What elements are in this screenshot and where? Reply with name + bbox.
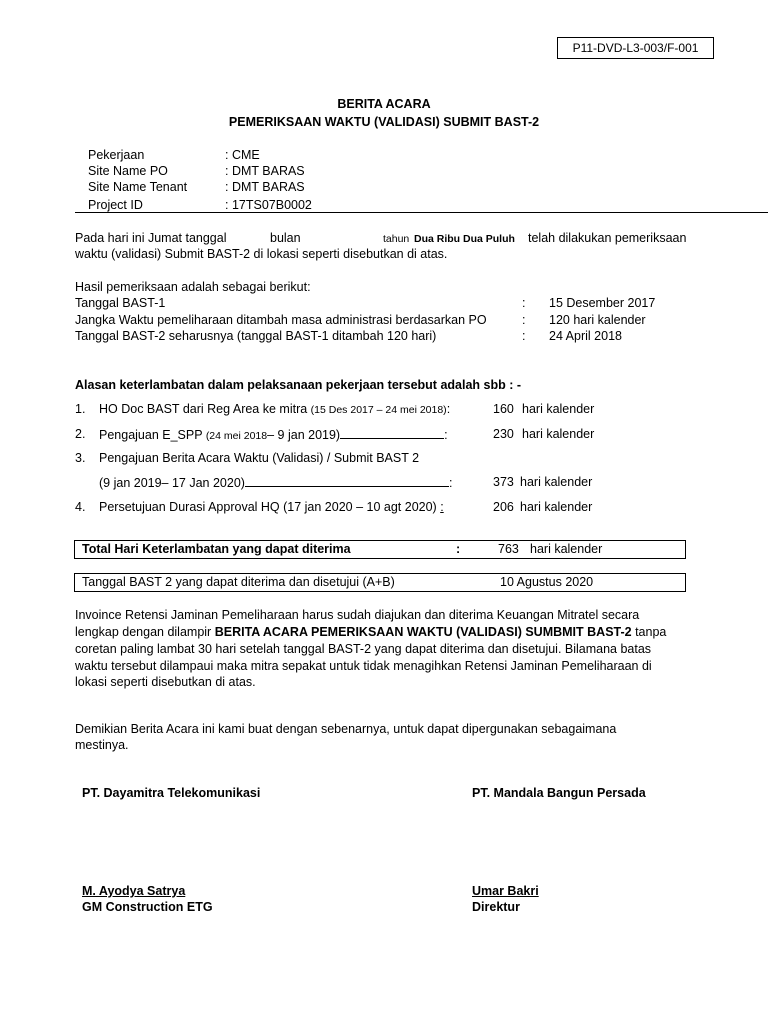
result-value-jangka: 120 hari kalender [549,313,646,327]
reason-colon: : [440,500,444,514]
total-unit: hari kalender [530,542,603,556]
reason-item-2 [99,427,448,442]
opening-part-3: tahun [383,233,410,245]
reason-colon: : [446,402,451,416]
total-label: Total Hari Keterlambatan yang dapat diterima [82,542,351,556]
reason-number: 4. [75,500,86,514]
signature-left-title: GM Construction ETG [82,900,213,914]
reason-unit: hari kalender [520,475,593,489]
field-label-pekerjaan: Pekerjaan [88,148,145,162]
document-number: P11-DVD-L3-003/F-001 [557,37,714,59]
opening-line-2: waktu (validasi) Submit BAST-2 di lokasi seperti disebutkan di atas. [75,247,448,261]
results-heading: Hasil pemeriksaan adalah sebagai berikut: [75,280,311,294]
paragraph-2-line-2: mestinya. [75,738,129,752]
field-label-project-id: Project ID [88,198,143,212]
paragraph-1-line-2 [75,625,666,639]
reason-days: 230 [493,427,514,441]
reason-item-1 [99,402,450,416]
paragraph-1-line-1: Invoince Retensi Jaminan Pemeliharaan harus sudah diajukan dan diterima Keuangan Mitratel secara [75,608,640,622]
paragraph-1-line-3: coretan paling lambat 30 hari setelah tanggal BAST-2 yang dapat diterima dan disetujui. Bilamana batas [75,642,652,656]
bast2-date-value: 10 Agustus 2020 [500,575,594,589]
reasons-heading: Alasan keterlambatan dalam pelaksanaan pekerjaan tersebut adalah sbb : - [75,378,522,392]
result-label-jangka: Jangka Waktu pemeliharaan ditambah masa administrasi berdasarkan PO [75,313,487,327]
result-colon: : [522,329,526,343]
header-divider [75,212,768,213]
title-line-2: PEMERIKSAAN WAKTU (VALIDASI) SUBMIT BAST-2 [228,115,540,129]
result-colon: : [522,313,526,327]
reason-days: 160 [493,402,514,416]
signature-right-company: PT. Mandala Bangun Persada [472,786,646,800]
paragraph-1-line-4: waktu tersebut dilampaui maka mitra sepakat untuk tidak menagihkan Retensi Jaminan Pemeliharaan di [75,659,652,673]
signature-right-title: Direktur [472,900,520,914]
reason-number: 2. [75,427,86,441]
total-colon: : [456,542,461,556]
title-line-1: BERITA ACARA [337,97,431,111]
total-days: 763 [498,542,519,556]
field-value-pekerjaan: : CME [225,148,260,162]
paragraph-1-text: lengkap dengan dilampir [75,625,212,639]
reason-number: 3. [75,451,86,465]
result-value-bast2: 24 April 2018 [549,329,622,343]
reason-unit: hari kalender [522,402,595,416]
reason-unit: hari kalender [522,427,595,441]
reason-colon: : [448,476,453,490]
opening-part-2: bulan [270,231,301,245]
reason-detail-2: – 9 jan 2019) [267,428,341,442]
reason-detail: (15 Des 2017 – 24 mei 2018) [310,404,447,416]
reason-number: 1. [75,402,86,416]
result-label-bast2: Tanggal BAST-2 seharusnya (tanggal BAST-1 ditambah 120 hari) [75,329,437,343]
reason-detail: (24 mei 2018 [205,430,268,442]
reason-text: Persetujuan Durasi Approval HQ (17 jan 2020 – 10 agt 2020) [99,500,437,514]
reason-text: HO Doc BAST dari Reg Area ke mitra [99,402,308,416]
signature-right-name: Umar Bakri [472,884,539,898]
reason-item-4 [99,500,444,514]
field-value-project-id: : 17TS07B0002 [225,198,312,212]
reason-colon: : [444,428,448,442]
paragraph-1-text: tanpa [635,625,667,639]
bast2-date-label: Tanggal BAST 2 yang dapat diterima dan disetujui (A+B) [82,575,395,589]
paragraph-2-line-1: Demikian Berita Acara ini kami buat dengan sebenarnya, untuk dapat dipergunakan sebagaimana [75,722,617,736]
opening-part-5: telah dilakukan pemeriksaan [528,231,687,245]
signature-left-name: M. Ayodya Satrya [82,884,186,898]
reason-detail: (9 jan 2019– 17 Jan 2020) [99,476,245,490]
result-label-bast1: Tanggal BAST-1 [75,296,166,310]
paragraph-1-bold-title: BERITA ACARA PEMERIKSAAN WAKTU (VALIDASI) SUMBMIT BAST-2 [214,625,632,639]
opening-part-4: Dua Ribu Dua Puluh [414,233,515,245]
result-value-bast1: 15 Desember 2017 [549,296,656,310]
reason-days: 373 [493,475,514,489]
reason-unit: hari kalender [520,500,593,514]
reason-text: Pengajuan E_SPP [99,428,203,442]
result-colon: : [522,296,526,310]
reason-days: 206 [493,500,514,514]
field-value-site-name-tenant: : DMT BARAS [225,180,305,194]
field-value-site-name-po: : DMT BARAS [225,164,305,178]
signature-left-company: PT. Dayamitra Telekomunikasi [82,786,261,800]
blank-line [340,427,444,439]
reason-item-3-detail [99,475,452,490]
paragraph-1-line-5: lokasi seperti disebutkan di atas. [75,675,256,689]
reason-text: Pengajuan Berita Acara Waktu (Validasi) / Submit BAST 2 [99,451,420,465]
field-label-site-name-tenant: Site Name Tenant [88,180,188,194]
opening-part-1: Pada hari ini Jumat tanggal [75,231,227,245]
blank-line [245,475,449,487]
field-label-site-name-po: Site Name PO [88,164,168,178]
